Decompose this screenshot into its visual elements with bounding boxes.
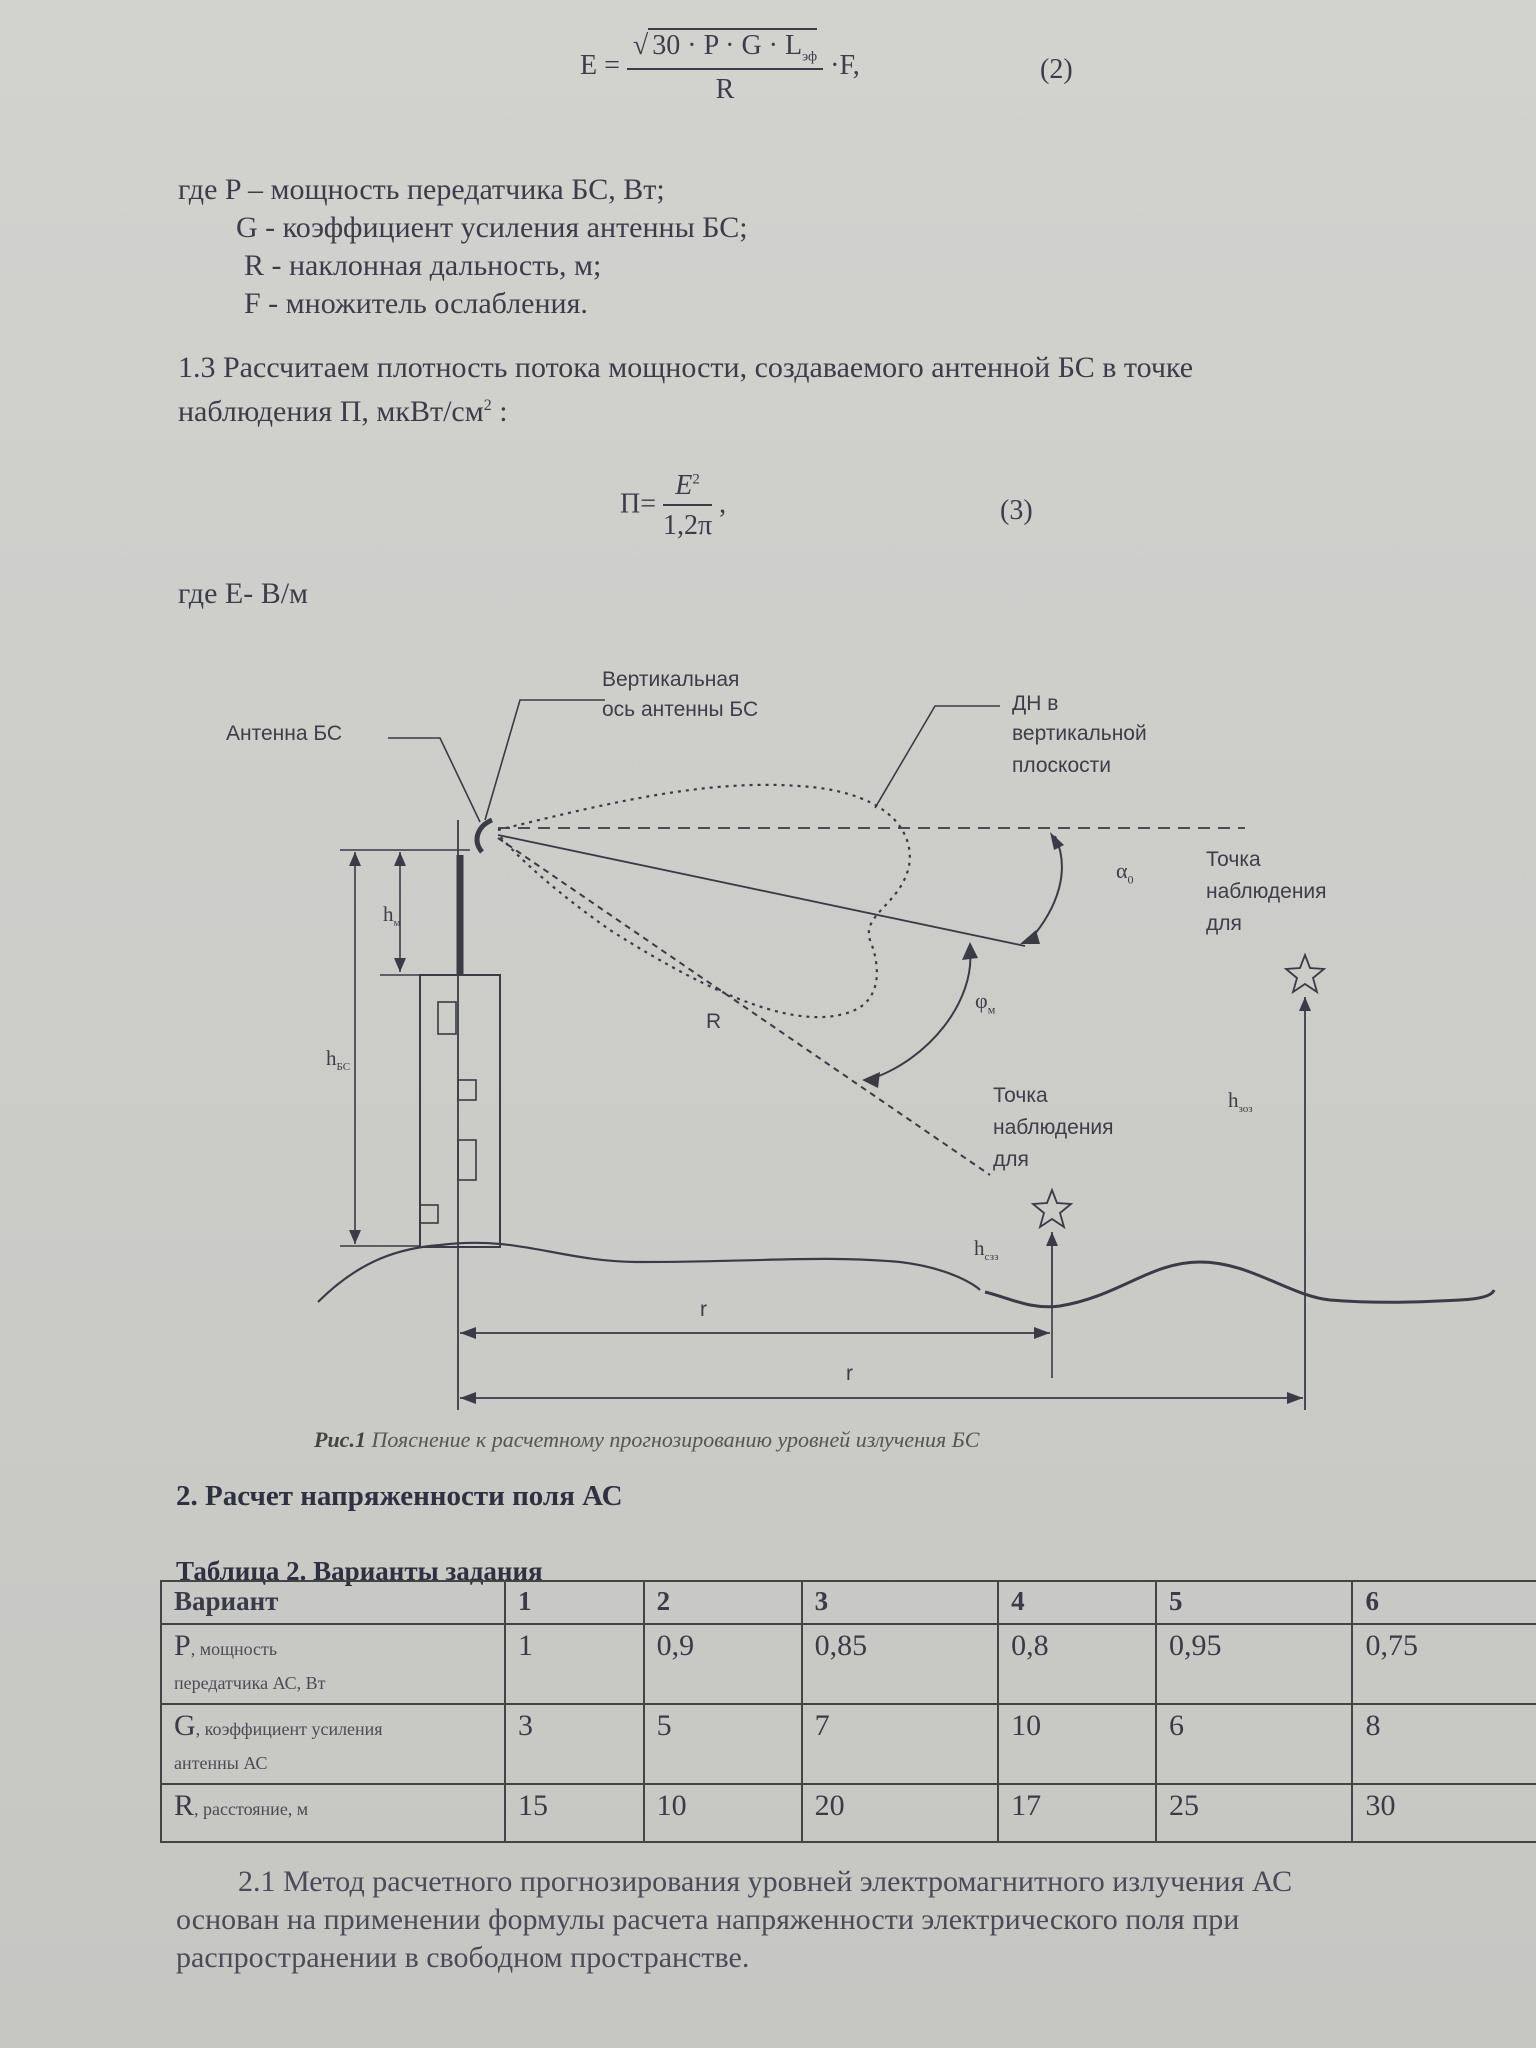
- label-hzoz: $h_{зоз}$: [1228, 1088, 1253, 1116]
- leader-antenna: [388, 738, 480, 822]
- table-header-cell: 3: [802, 1581, 998, 1624]
- formula-2-numerator: √ $30 \cdot P \cdot G \cdot L_{эф}$: [627, 30, 823, 70]
- figure-1-caption-number: Рис.1: [314, 1427, 366, 1452]
- phi-arc: [868, 950, 970, 1080]
- label-dn-1: ДН в: [1012, 692, 1059, 715]
- table-cell: 20: [802, 1784, 998, 1842]
- leader-dn: [875, 706, 1000, 808]
- formula-2-tail: ·F,: [830, 50, 860, 82]
- section-2-1-line3: распространении в свободном пространстве.: [176, 1941, 750, 1974]
- label-point-far-3: для: [1206, 912, 1242, 935]
- definition-f: F - множитель ослабления.: [244, 287, 588, 320]
- table-row: [161, 1704, 1536, 1784]
- table-cell: 17: [998, 1784, 1156, 1842]
- table-row: [161, 1784, 1536, 1842]
- table-cell: 0,95: [1156, 1624, 1352, 1704]
- table-cell: 5: [644, 1704, 802, 1784]
- antenna-symbol: [477, 820, 492, 852]
- variants-table: [160, 1580, 1536, 1843]
- section-1-3-line2-text: наблюдения П, мкВт/см: [178, 395, 484, 428]
- table-cell: 15: [505, 1784, 644, 1842]
- building: [420, 975, 500, 1247]
- table-cell: 0,75: [1352, 1624, 1536, 1704]
- label-antenna: Антенна БС: [226, 722, 343, 745]
- label-vertical-axis-2: ось антенны БС: [602, 698, 759, 721]
- beam-direction-line: [498, 835, 1025, 946]
- formula-2-denominator: R: [715, 73, 735, 105]
- table-row: [161, 1624, 1536, 1704]
- table-cell: 25: [1156, 1784, 1352, 1842]
- building-window-1: [438, 1002, 456, 1034]
- label-slant-range: R: [706, 1010, 722, 1033]
- table-cell: 10: [644, 1784, 802, 1842]
- table-cell: 10: [998, 1704, 1156, 1784]
- section-2-1-line2: основан на применении формулы расчета напряженности электрического поля при: [176, 1903, 1240, 1936]
- definition-g: G - коэффициент усиления антенны БС;: [236, 211, 748, 244]
- leader-vertical-axis: [485, 700, 605, 820]
- definition-p: где P – мощность передатчика БС, Вт;: [178, 173, 665, 206]
- table-header-cell: 5: [1156, 1581, 1352, 1624]
- table-header-cell: Вариант: [161, 1581, 505, 1624]
- figure-1-caption: [314, 1427, 979, 1453]
- table-cell: 1: [505, 1624, 644, 1704]
- phi-arrowhead-top: [962, 942, 978, 960]
- section-1-3-line2-sup: 2: [483, 397, 492, 414]
- formula-3-lhs: П=: [620, 488, 657, 520]
- table-2-title: Таблица 2. Варианты задания: [176, 1556, 543, 1586]
- definition-r: R - наклонная дальность, м;: [244, 249, 602, 282]
- formula-3-number: (3): [1000, 495, 1033, 526]
- observation-point-near-star: [1033, 1190, 1071, 1227]
- formula-3-denominator: 1,2π: [663, 510, 713, 541]
- building-window-2: [458, 1080, 476, 1100]
- label-hsz: $h_{сзз}$: [974, 1236, 999, 1264]
- label-point-far-1: Точка: [1206, 848, 1261, 871]
- alpha-arrowhead-top: [1050, 832, 1064, 850]
- figure-1-caption-text: Пояснение к расчетному прогнозированию уровней излучения БС: [365, 1427, 980, 1452]
- where-e-text: где E- В/м: [178, 577, 309, 610]
- table-header-cell: 4: [998, 1581, 1156, 1624]
- label-alpha: $\alpha_0$: [1116, 858, 1134, 887]
- section-1-3-line2-tail: :: [491, 395, 508, 428]
- label-point-near-3: для: [993, 1148, 1029, 1171]
- label-hbs: $h_{БС}$: [326, 1046, 351, 1074]
- label-phi: $\varphi_м$: [975, 988, 996, 1017]
- label-hm: $h_м$: [383, 902, 401, 930]
- section-2-title: 2. Расчет напряженности поля АС: [176, 1480, 623, 1512]
- section-1-3-line1: 1.3 Рассчитаем плотность потока мощности, создаваемого антенной БС в точке: [178, 351, 1194, 384]
- alpha-arc: [1030, 836, 1062, 940]
- section-2-1-line1: 2.1 Метод расчетного прогнозирования уровней электромагнитного излучения АС: [238, 1865, 1293, 1898]
- label-r-far: r: [846, 1362, 853, 1385]
- table-header-cell: 6: [1352, 1581, 1536, 1624]
- table-header-cell: 2: [644, 1581, 802, 1624]
- formula-3-numerator: $E^2$: [663, 470, 712, 506]
- terrain-line-right: [985, 1262, 1494, 1307]
- label-r-near: r: [700, 1298, 707, 1321]
- table-cell: 0,9: [644, 1624, 802, 1704]
- radiation-pattern: [498, 785, 910, 1017]
- label-dn-3: плоскости: [1012, 754, 1111, 777]
- table-row-header: P, мощность передатчика АС, Вт: [161, 1624, 505, 1704]
- label-point-far-2: наблюдения: [1206, 880, 1327, 903]
- formula-2-lhs: E =: [580, 50, 620, 82]
- label-point-near-2: наблюдения: [993, 1116, 1114, 1139]
- label-dn-2: вертикальной: [1012, 722, 1147, 745]
- terrain-line: [318, 1243, 980, 1302]
- slant-range-line: [498, 838, 990, 1175]
- label-point-near-1: Точка: [993, 1084, 1048, 1107]
- table-cell: 0,85: [802, 1624, 998, 1704]
- observation-point-far-star: [1286, 955, 1324, 992]
- table-cell: 6: [1156, 1704, 1352, 1784]
- formula-3-tail: ,: [719, 488, 727, 520]
- building-window-4: [420, 1205, 438, 1223]
- table-cell: 3: [505, 1704, 644, 1784]
- table-cell: 0,8: [998, 1624, 1156, 1704]
- building-window-3: [458, 1140, 476, 1180]
- formula-2-radicand: 30 · P · G · L: [652, 30, 803, 61]
- table-header-cell: 1: [505, 1581, 644, 1624]
- label-vertical-axis-1: Вертикальная: [602, 668, 740, 691]
- table-row-header: G, коэффициент усиления антенны АС: [161, 1704, 505, 1784]
- table-cell: 30: [1352, 1784, 1536, 1842]
- table-cell: 7: [802, 1704, 998, 1784]
- formula-2-number: (2): [1040, 54, 1073, 85]
- table-row-header: R, расстояние, м: [161, 1784, 505, 1842]
- table-header-row: [161, 1581, 1536, 1624]
- phi-arrowhead-bottom: [862, 1072, 880, 1088]
- formula-2-radicand-sub: эф: [802, 49, 818, 65]
- table-cell: 8: [1352, 1704, 1536, 1784]
